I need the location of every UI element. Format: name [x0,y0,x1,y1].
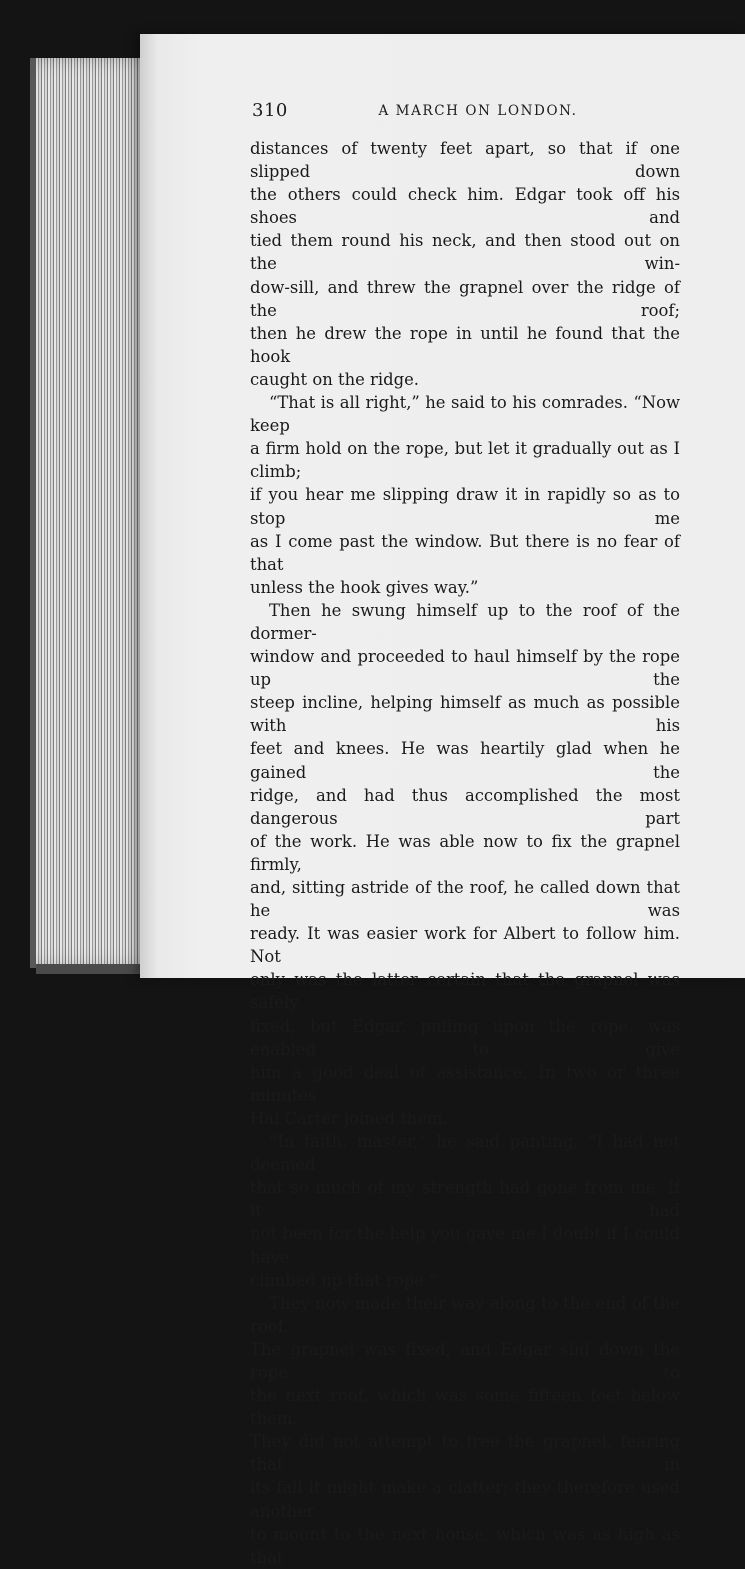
text-line: then he drew the rope in until he found that the hook [250,323,680,366]
text-line: ready. It was easier work for Albert to follow him. Not [250,924,680,967]
book-page-edges [30,58,154,968]
text-line: the others could check him. Edgar took off his shoes and [250,185,680,228]
text-line: its fall it might make a clatter; they therefore used another [250,1478,680,1521]
text-line: Then he swung himself up to the roof of the dormer- [250,600,680,643]
page-header [252,100,680,126]
text-line: They did not attempt to free the grapnel, fearing that in [250,1432,680,1475]
text-line: “In faith, master,” he said panting, “I had not deemed [250,1132,680,1175]
text-line: Hal Carter joined them. [250,1108,448,1128]
text-line: caught on the ridge. [250,369,420,389]
text-line: climbed up that rope.” [250,1270,438,1290]
text-line: as I come past the window. But there is no fear of that [250,531,680,574]
text-line: unless the hook gives way.” [250,577,479,597]
text-line: fixed, but Edgar, pulling upon the rope, was enabled to give [250,1016,680,1059]
running-head: A MARCH ON LONDON. [378,103,578,119]
text-line: They now made their way along to the end of the roof. [250,1293,680,1336]
text-line: that so much of my strength had gone from me. If it had [250,1178,680,1221]
page-number: 310 [252,100,288,121]
body-text [250,137,680,1569]
text-line: distances of twenty feet apart, so that if one slipped down [250,139,680,182]
text-line: dow-sill, and threw the grapnel over the ridge of the roof; [250,277,680,320]
text-line: feet and knees. He was heartily glad when he gained the [250,739,680,782]
text-line: The grapnel was fixed, and Edgar slid down the rope to [250,1339,680,1382]
text-line: window and proceeded to haul himself by the rope up the [250,647,680,690]
text-line: the next roof, which was some fifteen feet below them. [250,1386,680,1429]
text-line: ridge, and had thus accomplished the most dangerous part [250,785,680,828]
text-line: of the work. He was able now to fix the grapnel firmly, [250,831,680,874]
text-line: if you hear me slipping draw it in rapidly so as to stop me [250,485,680,528]
text-line: tied them round his neck, and then stood out on the win- [250,231,680,274]
text-line: only was the latter certain that the grapnel was safely [250,970,680,1013]
text-line: not been for the help you gave me I doubt if I could have [250,1224,680,1267]
text-line: steep incline, helping himself as much as possible with his [250,693,680,736]
text-line: to mount to the next house, which was as high as that [250,1524,680,1567]
text-line: him a good deal of assistance. In two or three minutes [250,1062,680,1105]
text-line: “That is all right,” he said to his comrades. “Now keep [250,393,680,436]
text-line: a firm hold on the rope, but let it gradually out as I climb; [250,439,680,482]
text-line: and, sitting astride of the roof, he called down that he was [250,878,680,921]
